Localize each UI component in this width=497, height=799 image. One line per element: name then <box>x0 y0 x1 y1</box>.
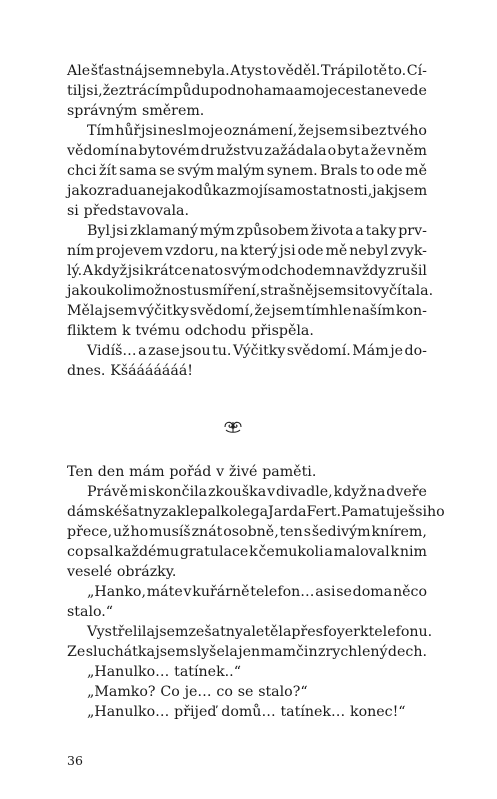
text-line: si představovala. <box>67 203 189 219</box>
text-line: dámské šatny zaklepal kolega Jarda Fert. Pamatuješ si ho <box>67 504 445 520</box>
text-line: veselé obrázky. <box>67 564 177 580</box>
text-line: Vystřelila jsem ze šatny a letěla přes foyer k telefonu. <box>87 624 433 640</box>
text-line: til jsi, že ztrácím půdu pod nohama a moje cesta nevede <box>67 83 427 99</box>
text-line: vědomí na bytovém družstvu zažádala o byt a že v něm <box>67 143 427 159</box>
text-line: „Hanko, máte v kuřárně telefon… asi se doma něco <box>87 584 427 600</box>
text-line: Měla jsem výčitky svědomí, že jsem tímhle naším kon- <box>67 303 427 319</box>
text-line: chci žít sama se svým malým synem. Brals to ode mě <box>67 163 427 179</box>
text-line: jako zradu a ne jako důkaz mojí samostatnosti, jak jsem <box>67 183 428 199</box>
text-line: správným směrem. <box>67 103 205 119</box>
text-line: Byl jsi zklamaný mým způsobem života a taky prv- <box>87 223 427 239</box>
page-number: 36 <box>67 753 83 768</box>
text-line: Ze sluchátka jsem slyšela jen mamčin zrychlený dech. <box>67 644 427 660</box>
text-line: co psal každému gratulace k čemukoli a maloval k nim <box>67 544 427 560</box>
text-line: „Mamko? Co je… co se stalo?“ <box>87 684 308 700</box>
text-line: Ten den mám pořád v živé paměti. <box>67 464 317 480</box>
text-line: dnes. Kšááááááá! <box>67 363 194 379</box>
text-line: lý. A když jsi krátce nato svým odchodem navždy zrušil <box>67 263 427 279</box>
text-line: Tím hůř jsi nesl moje oznámení, že jsem si bez tvého <box>87 123 427 139</box>
text-line: ním projevem vzdoru, na který jsi ode mě nebyl zvyk- <box>67 243 427 259</box>
text-line: fliktem k tvému odchodu přispěla. <box>67 323 314 339</box>
text-line: „Hanulko… tatínek..“ <box>87 664 241 680</box>
text-line: Právě mi skončila zkouška v divadle, když na dveře <box>87 484 427 500</box>
floral-ornament-icon <box>222 418 244 436</box>
text-line: stalo.“ <box>67 604 114 620</box>
text-line: Ale šťastná jsem nebyla. A tys to věděl. Trápilo tě to. Cí- <box>67 63 427 79</box>
text-line: přece, už ho musíš znát osobně, ten s šedivým knírem, <box>67 524 427 540</box>
text-line: Vidíš… a zase jsou tu. Výčitky svědomí. Mám je do- <box>87 343 427 359</box>
text-line: jakoukoli možnost usmíření, strašně jsem si to vyčítala. <box>67 283 434 299</box>
text-line: „Hanulko… přijeď domů… tatínek… konec!“ <box>87 704 406 720</box>
